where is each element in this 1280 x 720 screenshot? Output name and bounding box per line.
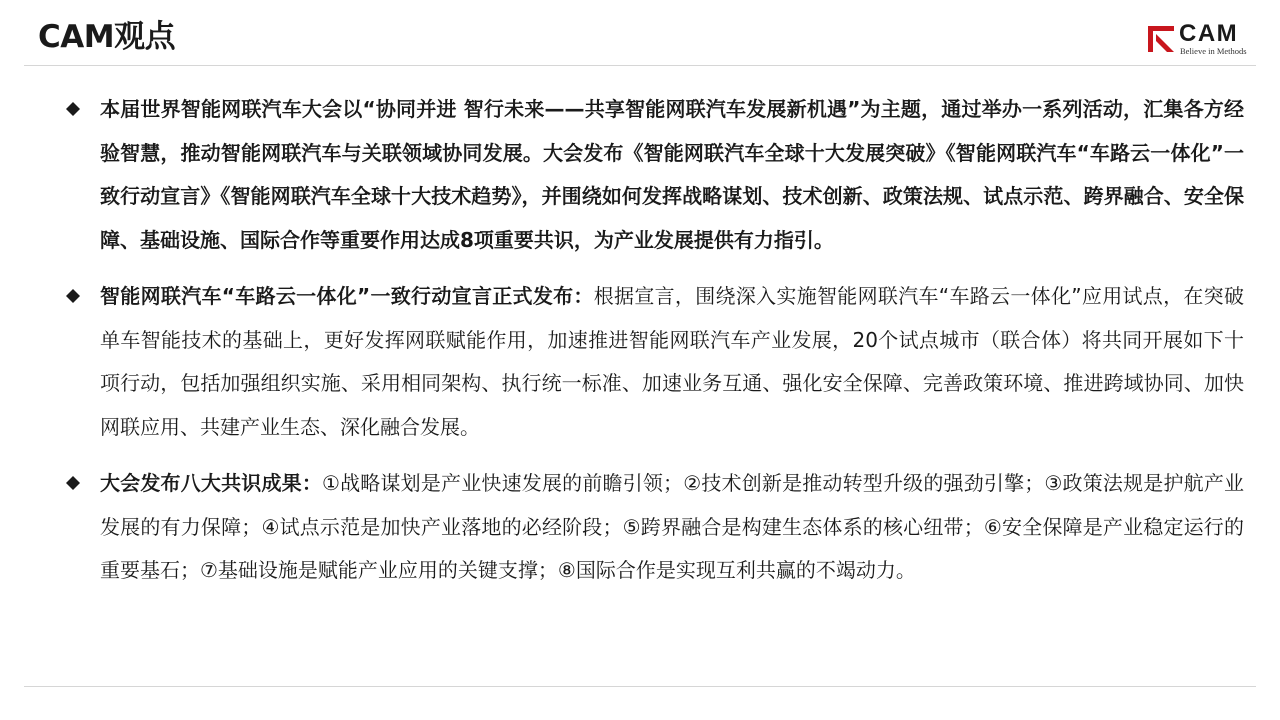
bullet-lead: 大会发布八大共识成果： [100, 471, 323, 495]
cam-logo [1148, 20, 1254, 56]
bullet-text: ①战略谋划是产业快速发展的前瞻引领；②技术创新是推动转型升级的强劲引擎；③政策法规是护航产业发展的有力保障；④试点示范是加快产业落地的必经阶段；⑤跨界融合是构建生态体系的核心纽带；⑥安全保障是产业稳定运行的重要基石；⑦基础设施是赋能产业应用的关键支撑；⑧国际合作是实现互利共赢的不竭动力。 [100, 471, 1245, 582]
bullet-item-2 [64, 275, 1244, 449]
bullet-list [64, 88, 1244, 606]
cam-logo-mark-icon [1148, 26, 1174, 52]
page-title: CAM观点 [38, 19, 176, 55]
footer-divider [24, 686, 1256, 687]
header-divider [24, 65, 1256, 66]
bullet-item-3 [64, 462, 1244, 593]
diamond-bullet-icon [66, 289, 80, 303]
bullet-text: 根据宣言，围绕深入实施智能网联汽车“车路云一体化”应用试点，在突破单车智能技术的基础上，更好发挥网联赋能作用，加速推进智能网联汽车产业发展，20个试点城市（联合体）将共同开展如下十项行动，包括加强组织实施、采用相同架构、执行统一标准、加速业务互通、强化安全保障、完善政策环境、推进跨域协同、加快网联应用、共建产业生态、深化融合发展。 [100, 284, 1244, 439]
diamond-bullet-icon [66, 476, 80, 490]
diamond-bullet-icon [66, 102, 80, 116]
logo-tagline: Believe in Methods [1180, 46, 1247, 56]
bullet-lead: 智能网联汽车“车路云一体化”一致行动宣言正式发布： [100, 284, 594, 308]
bullet-text: 本届世界智能网联汽车大会以“协同并进 智行未来——共享智能网联汽车发展新机遇”为主题，通过举办一系列活动，汇集各方经验智慧，推动智能网联汽车与关联领域协同发展。大会发布《智能网联汽车全球十大发展突破》《智能网联汽车“车路云一体化”一致行动宣言》《智能网联汽车全球十大技术趋势》，并围绕如何发挥战略谋划、技术创新、政策法规、试点示范、跨界融合、安全保障、基础设施、国际合作等重要作用达成8项重要共识，为产业发展提供有力指引。 [100, 97, 1244, 252]
bullet-item-1 [64, 88, 1244, 262]
logo-wordmark: CAM [1179, 20, 1239, 47]
